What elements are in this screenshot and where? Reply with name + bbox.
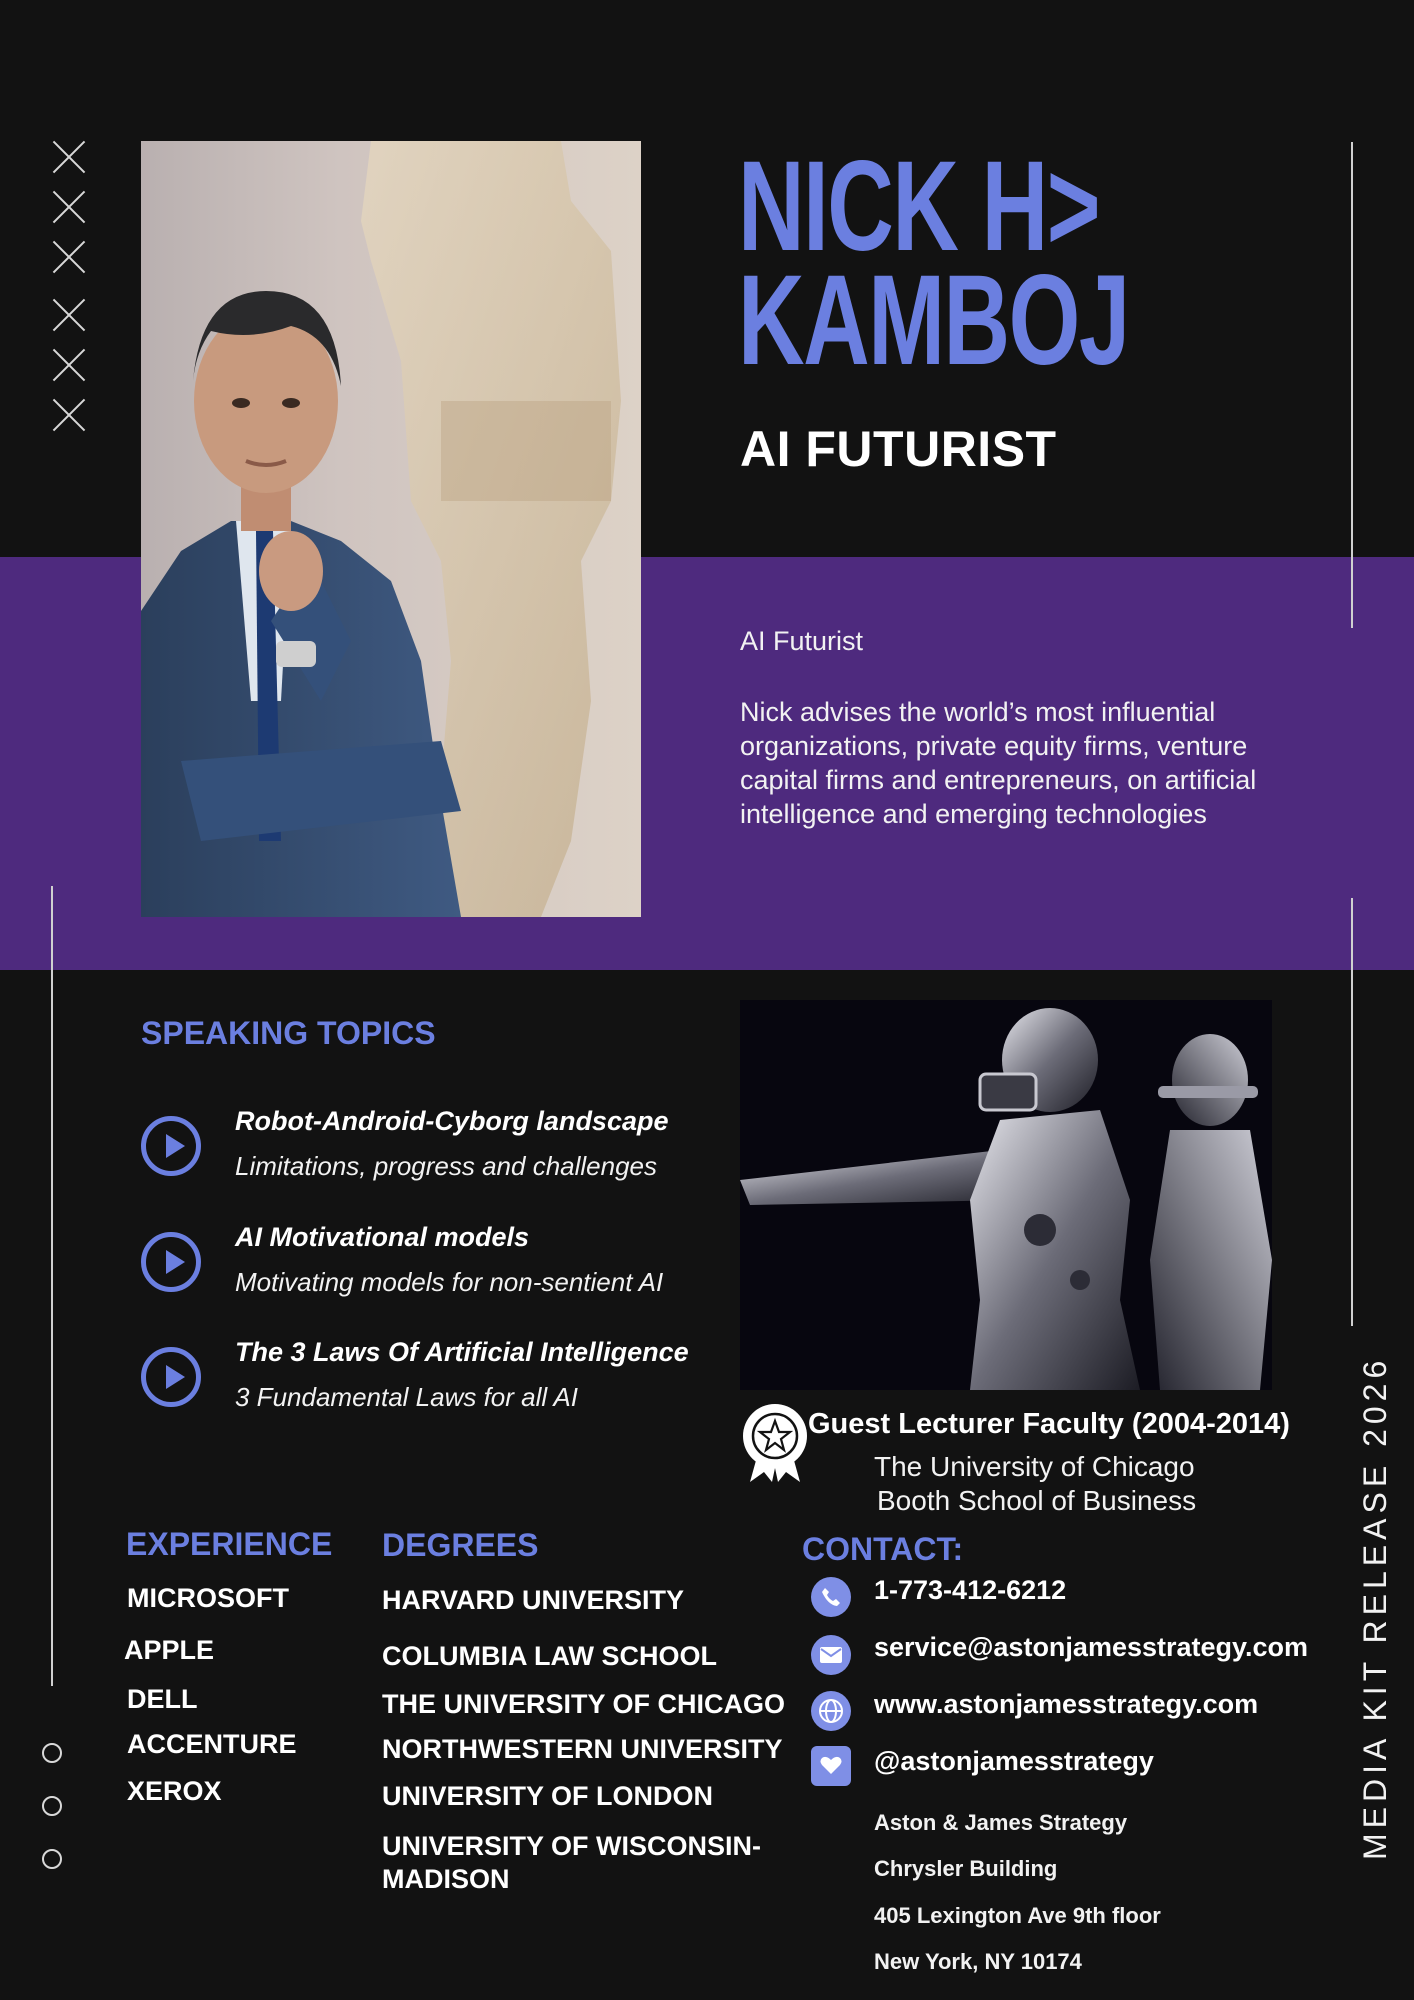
speaker-name-line1: NICK H> (738, 135, 1100, 278)
phone-icon (811, 1577, 851, 1617)
experience-heading: EXPERIENCE (126, 1526, 333, 1562)
globe-glyph (818, 1698, 844, 1724)
robots-illustration (740, 1000, 1272, 1390)
contact-phone[interactable]: 1-773-412-6212 (874, 1575, 1067, 1605)
topic-title: AI Motivational models (235, 1222, 530, 1252)
portrait-illustration (141, 141, 641, 917)
lecturer-school: Booth School of Business (877, 1485, 1197, 1516)
speaker-role: AI FUTURIST (740, 421, 1057, 477)
x-mark-icon (52, 398, 86, 432)
x-mark-icon (52, 140, 86, 174)
x-mark-icon (52, 240, 86, 274)
contact-website[interactable]: www.astonjamesstrategy.com (874, 1689, 1259, 1719)
right-divider-line-top (1351, 142, 1353, 628)
lecturer-university: The University of Chicago (874, 1451, 1195, 1482)
topic-item (141, 1222, 701, 1312)
x-mark-icon (52, 190, 86, 224)
topic-item (141, 1106, 701, 1196)
experience-item: XEROX (127, 1776, 222, 1806)
heart-glyph (819, 1755, 843, 1777)
globe-icon (811, 1691, 851, 1731)
right-divider-line-bottom (1351, 898, 1353, 1326)
lecturer-title: Guest Lecturer Faculty (2004-2014) (808, 1408, 1290, 1440)
experience-item: DELL (127, 1684, 198, 1714)
topic-subtitle: Limitations, progress and challenges (235, 1151, 658, 1181)
topic-title: The 3 Laws Of Artificial Intelligence (235, 1337, 689, 1367)
play-circle-icon (141, 1116, 201, 1176)
experience-item: ACCENTURE (127, 1729, 297, 1759)
mail-icon (811, 1635, 851, 1675)
degrees-heading: DEGREES (382, 1527, 539, 1563)
degree-item: UNIVERSITY OF WISCONSIN-MADISON (382, 1831, 762, 1894)
topic-title: Robot-Android-Cyborg landscape (235, 1106, 669, 1136)
portrait-photo (141, 141, 641, 917)
chat-heart-icon (811, 1746, 851, 1786)
degree-item: UNIVERSITY OF LONDON (382, 1781, 714, 1811)
play-circle-icon (141, 1347, 201, 1407)
speaking-topics-heading: SPEAKING TOPICS (141, 1015, 436, 1051)
bio-title: AI Futurist (740, 626, 864, 656)
circle-dot-icon (42, 1849, 62, 1869)
speaker-name-line2: KAMBOJ (738, 249, 1129, 392)
topic-subtitle: Motivating models for non-sentient AI (235, 1267, 664, 1297)
speaker-name (738, 135, 1129, 392)
circle-dot-icon (42, 1796, 62, 1816)
experience-item: MICROSOFT (127, 1583, 289, 1613)
topic-subtitle: 3 Fundamental Laws for all AI (235, 1382, 578, 1412)
contact-social[interactable]: @astonjamesstrategy (874, 1746, 1154, 1776)
robots-image (740, 1000, 1272, 1390)
bio-text: Nick advises the world’s most influential organizations, private equity firms, venture capital firms and entrepreneurs, on artificial intelligence and emerging technologies (740, 697, 1257, 829)
x-mark-icon (52, 298, 86, 332)
media-kit-side-label: MEDIA KIT RELEASE 2026 (1357, 1355, 1393, 1860)
address-line: Chrysler Building (874, 1856, 1058, 1881)
degree-item: COLUMBIA LAW SCHOOL (382, 1641, 717, 1671)
address-line: Aston & James Strategy (874, 1810, 1128, 1835)
contact-heading: CONTACT: (802, 1531, 964, 1567)
mail-glyph (819, 1646, 843, 1664)
experience-item: APPLE (124, 1635, 215, 1665)
play-circle-icon (141, 1232, 201, 1292)
contact-email[interactable]: service@astonjamesstrategy.com (874, 1632, 1309, 1662)
circle-dot-icon (42, 1743, 62, 1763)
degree-item: THE UNIVERSITY OF CHICAGO (382, 1689, 786, 1719)
address-line: 405 Lexington Ave 9th floor (874, 1903, 1161, 1928)
topic-item (141, 1337, 701, 1427)
degree-item: HARVARD UNIVERSITY (382, 1585, 685, 1615)
left-divider-line (51, 886, 53, 1686)
address-line: New York, NY 10174 (874, 1949, 1082, 1974)
degree-item: NORTHWESTERN UNIVERSITY (382, 1734, 783, 1764)
award-badge-icon (742, 1402, 808, 1484)
phone-glyph (820, 1586, 842, 1608)
x-mark-icon (52, 348, 86, 382)
